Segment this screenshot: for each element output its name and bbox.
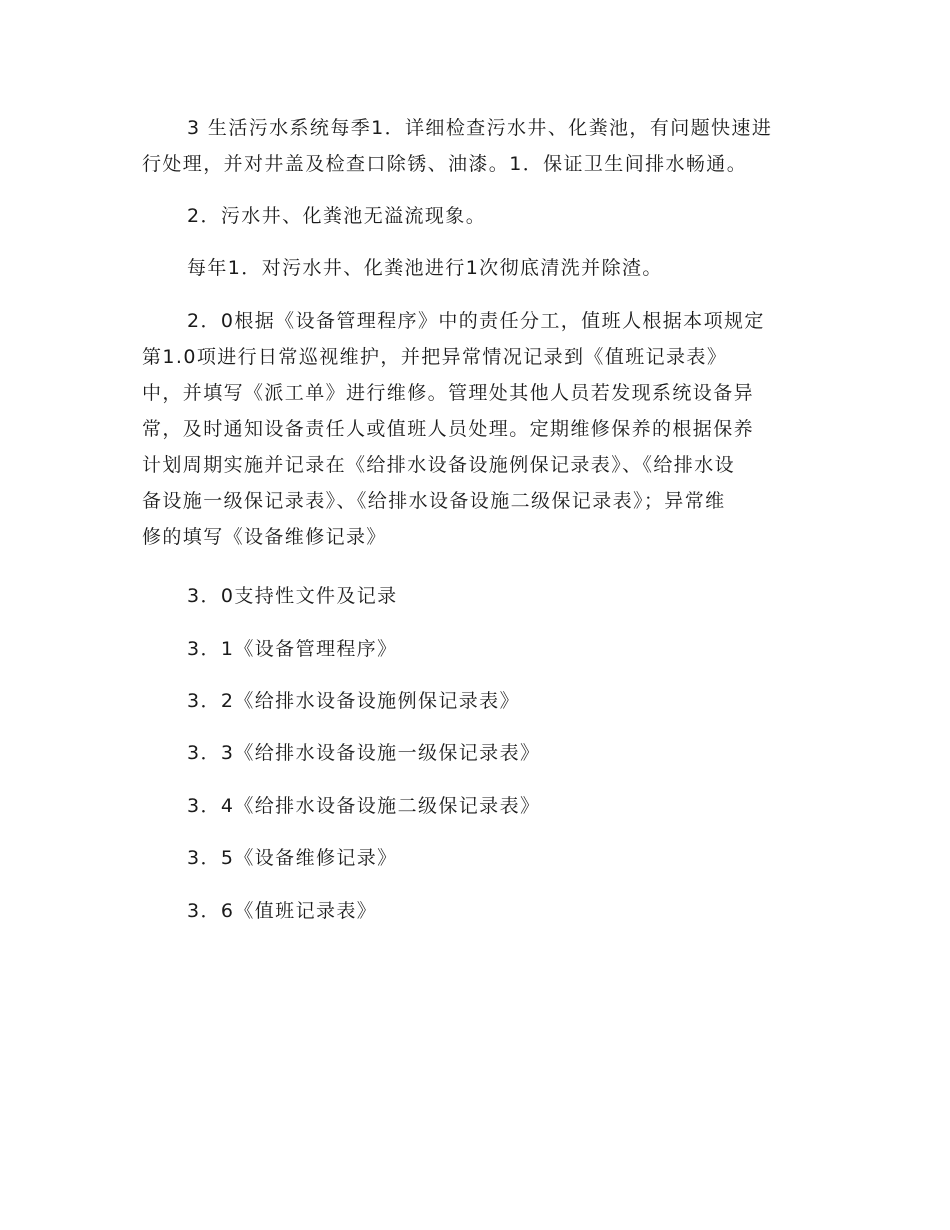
list-item-level-two-record: 3．4《给排水设备设施二级保记录表》 <box>187 795 541 817</box>
paragraph-sewage-line-1: 3 生活污水系统每季1．详细检查污水井、化粪池，有问题快速进 <box>187 117 773 139</box>
list-item-repair-record: 3．5《设备维修记录》 <box>187 847 398 869</box>
paragraph-yearly-cleaning: 每年1．对污水井、化粪池进行1次彻底清洗并除渣。 <box>187 257 663 279</box>
paragraph-responsibility-line-5: 计划周期实施并记录在《给排水设备设施例保记录表》、《给排水设 <box>142 454 736 476</box>
paragraph-responsibility-line-3: 中，并填写《派工单》进行维修。管理处其他人员若发现系统设备异 <box>142 382 755 404</box>
paragraph-responsibility-line-7: 修的填写《设备维修记录》 <box>142 526 387 548</box>
list-item-routine-maintenance-record: 3．2《给排水设备设施例保记录表》 <box>187 690 520 712</box>
paragraph-responsibility-line-4: 常，及时通知设备责任人或值班人员处理。定期维修保养的根据保养 <box>142 418 755 440</box>
list-item-level-one-record: 3．3《给排水设备设施一级保记录表》 <box>187 742 541 764</box>
paragraph-sewage-line-2: 行处理，并对井盖及检查口除锈、油漆。1．保证卫生间排水畅通。 <box>142 153 748 175</box>
paragraph-responsibility-line-6: 备设施一级保记录表》、《给排水设备设施二级保记录表》；异常维 <box>142 490 726 512</box>
paragraph-responsibility-line-1: 2．0根据《设备管理程序》中的责任分工，值班人根据本项规定 <box>187 310 765 332</box>
list-item-equipment-procedure: 3．1《设备管理程序》 <box>187 638 398 660</box>
paragraph-no-overflow: 2．污水井、化粪池无溢流现象。 <box>187 205 487 227</box>
list-item-duty-record: 3．6《值班记录表》 <box>187 900 378 922</box>
section-heading-supporting-docs: 3．0支持性文件及记录 <box>187 585 398 607</box>
paragraph-responsibility-line-2: 第1.0项进行日常巡视维护，并把异常情况记录到《值班记录表》 <box>142 346 728 368</box>
